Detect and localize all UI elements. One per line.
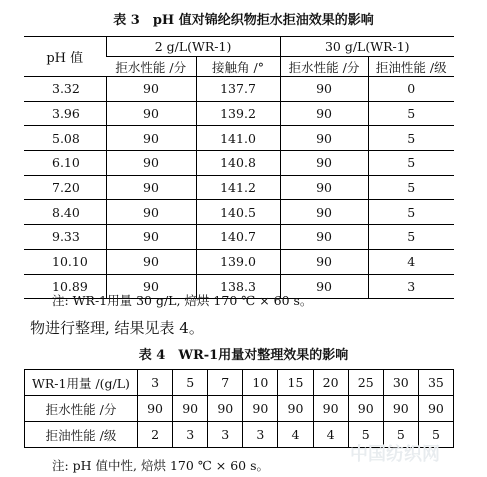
cell: 5	[368, 126, 454, 151]
table-row	[24, 200, 454, 225]
cell: 35	[418, 370, 453, 396]
cell: 90	[243, 396, 278, 422]
cell: 90	[280, 126, 368, 151]
header-contact-angle: 接触角 /°	[196, 57, 280, 77]
table-row	[24, 126, 454, 151]
cell: 10	[243, 370, 278, 396]
table-row	[24, 151, 454, 176]
cell-ph: 10.89	[24, 274, 106, 299]
cell-ph: 3.32	[24, 77, 106, 102]
cell: 141.0	[196, 126, 280, 151]
table4-note: 注: pH 值中性, 焙烘 170 ℃ × 60 s。	[52, 458, 270, 473]
cell-ph: 10.10	[24, 249, 106, 274]
header-group-30gl: 30 g/L(WR-1)	[280, 37, 454, 57]
row-label-water: 拒水性能 /分	[25, 396, 138, 422]
cell: 4	[313, 422, 348, 448]
cell: 90	[280, 274, 368, 299]
cell: 90	[106, 77, 196, 102]
cell: 140.5	[196, 200, 280, 225]
cell: 141.2	[196, 175, 280, 200]
watermark: 中国纺织网	[350, 444, 440, 465]
header-water-2: 拒水性能 /分	[280, 57, 368, 77]
cell: 90	[278, 396, 313, 422]
cell: 5	[368, 151, 454, 176]
cell: 90	[280, 249, 368, 274]
header-group-2gl: 2 g/L(WR-1)	[106, 37, 280, 57]
cell: 5	[348, 422, 383, 448]
cell: 90	[313, 396, 348, 422]
cell: 3	[243, 422, 278, 448]
table-row	[24, 77, 454, 102]
cell: 90	[280, 151, 368, 176]
cell: 139.0	[196, 249, 280, 274]
cell: 140.8	[196, 151, 280, 176]
cell: 90	[106, 225, 196, 250]
cell: 3	[173, 422, 208, 448]
table4-caption: 表 4 WR-1用量对整理效果的影响	[138, 348, 349, 363]
cell: 90	[106, 175, 196, 200]
cell-ph: 3.96	[24, 101, 106, 126]
cell: 5	[368, 101, 454, 126]
cell: 7	[208, 370, 243, 396]
cell-ph: 9.33	[24, 225, 106, 250]
cell: 140.7	[196, 225, 280, 250]
row-label-dosage: WR-1用量 /(g/L)	[25, 370, 138, 396]
cell: 5	[368, 225, 454, 250]
cell: 90	[280, 101, 368, 126]
header-ph: pH 值	[24, 37, 106, 77]
cell: 90	[106, 101, 196, 126]
cell: 2	[138, 422, 173, 448]
cell: 90	[208, 396, 243, 422]
body-paragraph: 物进行整理, 结果见表 4。	[30, 319, 204, 337]
header-oil: 拒油性能 /级	[368, 57, 454, 77]
cell: 90	[280, 175, 368, 200]
cell-ph: 8.40	[24, 200, 106, 225]
cell: 137.7	[196, 77, 280, 102]
table4	[24, 369, 454, 448]
cell: 138.3	[196, 274, 280, 299]
table-row	[24, 249, 454, 274]
cell: 5	[383, 422, 418, 448]
cell: 5	[418, 422, 453, 448]
cell: 90	[280, 225, 368, 250]
cell: 5	[368, 200, 454, 225]
cell: 90	[106, 249, 196, 274]
table3	[24, 36, 454, 299]
cell: 90	[138, 396, 173, 422]
header-water-1: 拒水性能 /分	[106, 57, 196, 77]
cell: 4	[368, 249, 454, 274]
cell: 3	[368, 274, 454, 299]
cell: 20	[313, 370, 348, 396]
cell: 3	[208, 422, 243, 448]
cell-ph: 6.10	[24, 151, 106, 176]
table-row	[24, 225, 454, 250]
cell: 15	[278, 370, 313, 396]
cell: 5	[173, 370, 208, 396]
table-row	[24, 175, 454, 200]
cell: 25	[348, 370, 383, 396]
table-row	[25, 396, 454, 422]
cell: 90	[106, 200, 196, 225]
cell: 90	[173, 396, 208, 422]
cell: 4	[278, 422, 313, 448]
cell: 90	[106, 151, 196, 176]
table3-note: 注: WR-1用量 30 g/L, 焙烘 170 ℃ × 60 s。	[52, 293, 313, 308]
cell: 90	[348, 396, 383, 422]
cell: 139.2	[196, 101, 280, 126]
cell: 90	[383, 396, 418, 422]
cell: 90	[280, 200, 368, 225]
cell: 90	[106, 126, 196, 151]
cell: 90	[280, 77, 368, 102]
table-row	[24, 101, 454, 126]
cell: 3	[138, 370, 173, 396]
cell-ph: 7.20	[24, 175, 106, 200]
row-label-oil: 拒油性能 /级	[25, 422, 138, 448]
cell: 90	[418, 396, 453, 422]
table3-caption: 表 3 pH 值对锦纶织物拒水拒油效果的影响	[113, 13, 374, 28]
cell: 30	[383, 370, 418, 396]
cell: 90	[106, 274, 196, 299]
cell-ph: 5.08	[24, 126, 106, 151]
table-row	[25, 370, 454, 396]
cell: 5	[368, 175, 454, 200]
cell: 0	[368, 77, 454, 102]
